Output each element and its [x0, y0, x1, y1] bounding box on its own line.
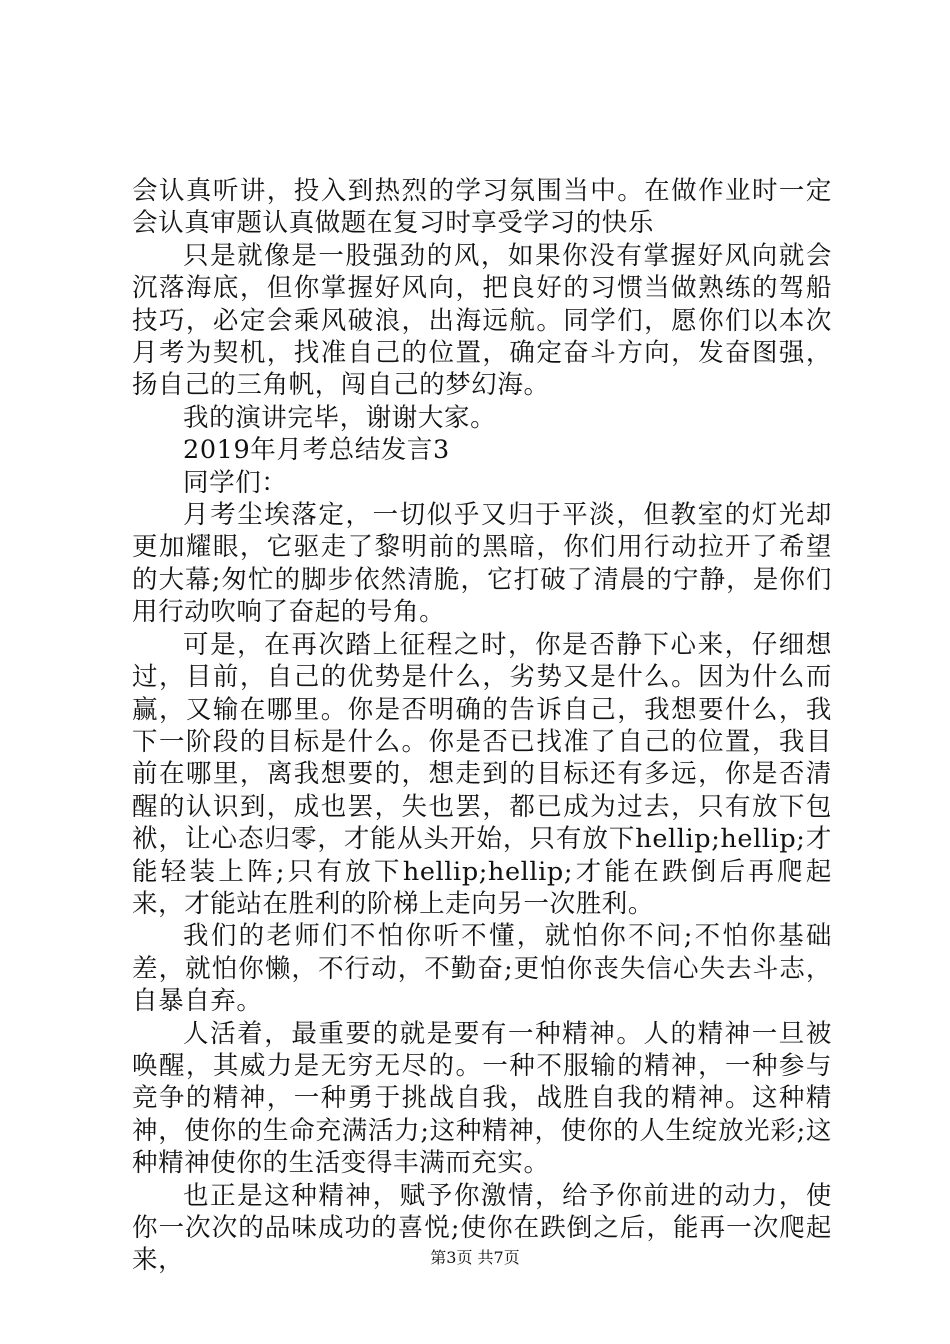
page-number-footer: 第3页 共7页 — [430, 1248, 520, 1267]
document-body — [132, 175, 832, 1277]
paragraph-salutation: 同学们： — [183, 467, 288, 498]
paragraph-passion: 也正是这种精神，赋予你激情，给予你前进的动力，使你一次次的品味成功的喜悦;使你在跌倒之后，能再一次爬起来， — [132, 1180, 832, 1276]
paragraph-teachers: 我们的老师们不怕你听不懂，就怕你不问;不怕你基础差，就怕你懒，不行动，不勤奋;更怕你丧失信心失去斗志，自暴自弃。 — [132, 921, 832, 1017]
paragraph-spirit: 人活着，最重要的就是要有一种精神。人的精神一旦被唤醒，其威力是无穷无尽的。一种不服输的精神，一种参与竞争的精神，一种勇于挑战自我，战胜自我的精神。这种精神，使你的生命充满活力;这种精神，使你的人生绽放光彩;这种精神使你的生活变得丰满而充实。 — [132, 1018, 832, 1179]
paragraph-wind-metaphor: 只是就像是一股强劲的风，如果你没有掌握好风向就会沉落海底，但你掌握好风向，把良好的习惯当做熟练的驾船技巧，必定会乘风破浪，出海远航。同学们，愿你们以本次月考为契机，找准自己的位置，确定奋斗方向，发奋图强，扬自己的三角帆，闯自己的梦幻海。 — [132, 240, 832, 401]
paragraph-speech-end: 我的演讲完毕，谢谢大家。 — [183, 402, 497, 433]
paragraph-reflection: 可是，在再次踏上征程之时，你是否静下心来，仔细想过，目前，自己的优势是什么，劣势又是什么。因为什么而赢，又输在哪里。你是否明确的告诉自己，我想要什么，我下一阶段的目标是什么。你是否已找准了自己的位置，我目前在哪里，离我想要的，想走到的目标还有多远，你是否清醒的认识到，成也罢，失也罢，都已成为过去，只有放下包袱，让心态归零，才能从头开始，只有放下hellip;hellip;才能轻装上阵;只有放下hellip;hellip;才能在跌倒后再爬起来，才能站在胜利的阶梯上走向另一次胜利。 — [132, 629, 832, 919]
paragraph-continuation: 会认真听讲，投入到热烈的学习氛围当中。在做作业时一定会认真审题认真做题在复习时享受学习的快乐 — [132, 176, 832, 239]
section-heading: 2019年月考总结发言3 — [183, 435, 450, 466]
paragraph-exam-settled: 月考尘埃落定，一切似乎又归于平淡，但教室的灯光却更加耀眼，它驱走了黎明前的黑暗，你们用行动拉开了希望的大幕;匆忙的脚步依然清脆，它打破了清晨的宁静，是你们用行动吹响了奋起的号角。 — [132, 500, 832, 628]
